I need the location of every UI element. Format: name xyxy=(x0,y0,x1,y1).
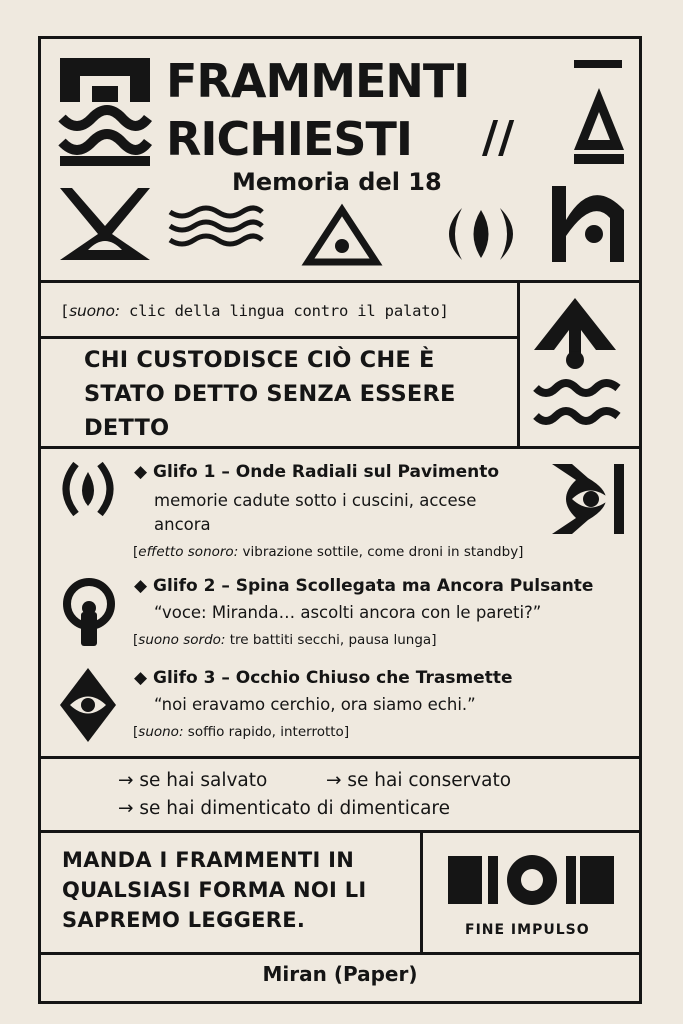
glyph-1-sound: [effetto sonoro: vibrazione sottile, come droni in standby] xyxy=(133,544,524,560)
diamond-eye-icon xyxy=(60,668,116,742)
dash-icon xyxy=(574,60,622,70)
triangle-eye-icon xyxy=(306,208,378,264)
glyph-2-text-line-1: “voce: Miranda… ascolti ancora con le pareti?” xyxy=(154,603,542,622)
crossed-bowl-icon xyxy=(60,188,150,260)
end-pulse-icon xyxy=(448,852,614,908)
plug-pin-icon xyxy=(60,578,118,646)
footer-signature: Miran (Paper) xyxy=(262,962,418,986)
glyph-1-title: ◆ Glifo 1 – Onde Radiali sul Pavimento xyxy=(134,462,500,482)
page-subtitle: Memoria del 18 xyxy=(232,168,442,196)
divider-vertical-bottom xyxy=(420,832,423,954)
glyph-3-text-line-1: “noi eravamo cerchio, ora siamo echi.” xyxy=(154,695,476,714)
triangle-arrow-icon xyxy=(572,88,626,164)
glyph-1-text-line-2: ancora xyxy=(154,515,211,534)
glyph-1-text-line-1: memorie cadute sotto i cuscini, accese xyxy=(154,491,477,510)
glyph-2-sound: [suono sordo: tre battiti secchi, pausa lunga] xyxy=(133,632,437,648)
glyph-3-sound-text: soffio rapido, interrotto] xyxy=(183,724,350,740)
glyph-3-sound-label: suono: xyxy=(138,724,184,740)
glyph-1-sound-text: vibrazione sottile, come droni in standby] xyxy=(238,544,524,560)
call-to-action: MANDA I FRAMMENTI IN QUALSIASI FORMA NOI LI SAPREMO LEGGERE. xyxy=(62,848,367,932)
divider-glyphs xyxy=(38,446,642,449)
divider-note xyxy=(38,336,519,339)
intro-sound-text: clic della lingua contro il palato] xyxy=(119,302,449,320)
title-line-2: RICHIESTI xyxy=(166,112,412,166)
title-slash: // xyxy=(482,112,515,163)
riddle-question: CHI CUSTODISCE CIÒ CHE È STATO DETTO SENZA ESSERE DETTO xyxy=(84,347,456,441)
drop-radial-icon xyxy=(62,462,114,516)
spiral-square-icon xyxy=(60,58,150,102)
glyph-2-title: ◆ Glifo 2 – Spina Scollegata ma Ancora Pulsante xyxy=(134,576,594,596)
divider-footer xyxy=(38,952,642,955)
glyph-3-sound: [suono: soffio rapido, interrotto] xyxy=(133,724,350,740)
divider-header xyxy=(38,280,642,283)
path-forgotten: → se hai dimenticato di dimenticare xyxy=(118,798,450,819)
double-wave-icon xyxy=(534,376,620,430)
title-line-1: FRAMMENTI xyxy=(166,54,470,108)
eye-bracket-icon xyxy=(552,464,624,534)
glyph-2-sound-label: suono sordo: xyxy=(138,632,226,648)
waves-icon xyxy=(168,206,264,254)
end-label: FINE IMPULSO xyxy=(465,922,590,938)
glyph-1-sound-label: effetto sonoro: xyxy=(138,544,239,560)
divider-paths xyxy=(38,756,642,759)
divider-cta xyxy=(38,830,642,833)
path-preserved: → se hai conservato xyxy=(326,770,512,791)
intro-sound-label: suono: xyxy=(69,302,120,320)
glyph-3-title: ◆ Glifo 3 – Occhio Chiuso che Trasmette xyxy=(134,668,513,688)
eye-lens-icon xyxy=(436,206,526,262)
intro-sound-note: [suono: clic della lingua contro il palato] xyxy=(60,302,449,320)
up-arrow-icon xyxy=(534,298,616,370)
wave-stack-icon xyxy=(60,108,150,166)
glyph-2-sound-text: tre battiti secchi, pausa lunga] xyxy=(225,632,437,648)
divider-vertical-top xyxy=(517,282,520,448)
path-saved: → se hai salvato xyxy=(118,770,268,791)
hook-circle-icon xyxy=(552,186,624,262)
